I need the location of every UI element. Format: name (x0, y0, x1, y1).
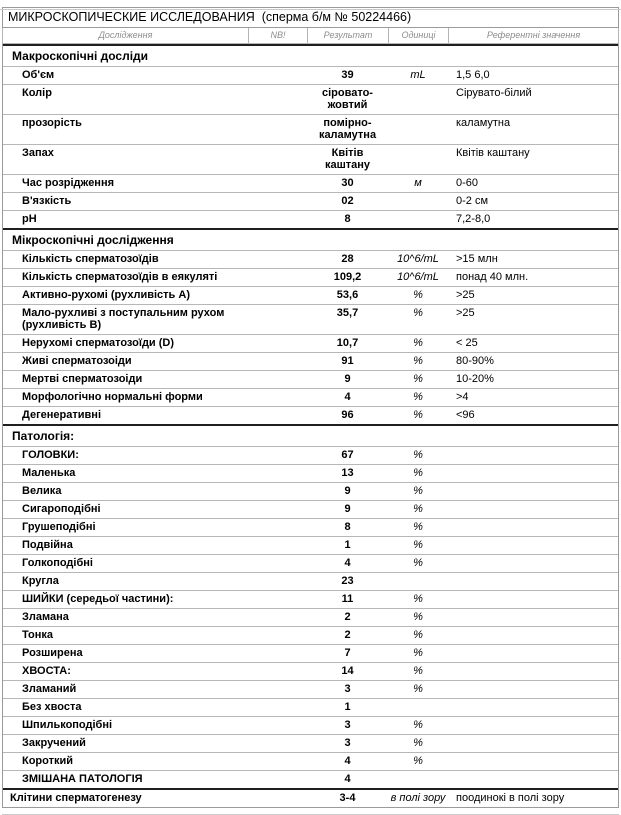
nb-cell (248, 719, 307, 731)
unit-cell (388, 773, 448, 785)
table-row (3, 250, 618, 268)
unit-cell: % (413, 521, 423, 533)
nb-cell (248, 557, 307, 569)
result-cell: 4 (344, 557, 351, 569)
table-row (3, 554, 618, 572)
study-name-cell: Зламаний (22, 683, 77, 695)
unit-cell: % (413, 485, 423, 497)
table-row (3, 66, 618, 84)
reference-cell: 1,5 6,0 (456, 69, 490, 81)
unit-cell: % (413, 665, 423, 677)
unit-cell: в полі зору (390, 792, 446, 804)
section-header: Патологія: (3, 424, 618, 446)
nb-cell (248, 647, 307, 659)
table-row (3, 268, 618, 286)
study-name-cell: Зламана (22, 611, 69, 623)
lab-report (2, 7, 619, 808)
result-cell: 8 (344, 521, 351, 533)
nb-cell (248, 449, 307, 461)
reference-cell: < 25 (456, 337, 478, 349)
table-row (3, 788, 618, 807)
nb-cell (248, 213, 307, 225)
study-name-cell: Без хвоста (22, 701, 82, 713)
unit-cell (388, 147, 448, 171)
reference-cell (448, 737, 620, 749)
reference-cell (448, 611, 620, 623)
result-cell: 3-4 (339, 792, 356, 804)
study-name-cell: Клітини сперматогенезу (10, 792, 142, 804)
nb-cell (248, 773, 307, 785)
study-name-cell: Кількість сперматозоїдів в еякуляті (22, 271, 218, 283)
unit-cell: % (413, 557, 423, 569)
result-cell: 4 (344, 391, 351, 403)
unit-cell: % (413, 289, 423, 301)
unit-cell: % (413, 593, 423, 605)
nb-cell (248, 575, 307, 587)
reference-cell (448, 575, 620, 587)
result-cell: 9 (344, 485, 351, 497)
unit-cell: % (413, 611, 423, 623)
reference-cell (448, 629, 620, 641)
unit-cell: % (413, 539, 423, 551)
reference-cell (448, 755, 620, 767)
reference-cell: 0-60 (456, 177, 479, 189)
table-row (3, 446, 618, 464)
column-header-reference: Референтні значення (448, 28, 619, 44)
unit-cell: % (413, 307, 423, 319)
unit-cell: 10^6/mL (397, 271, 439, 283)
unit-cell (388, 87, 448, 111)
table-row (3, 590, 618, 608)
table-row (3, 210, 618, 228)
unit-cell: mL (410, 69, 426, 81)
nb-cell (248, 307, 307, 331)
result-cell: 53,6 (336, 289, 359, 301)
column-header-result: Результат (307, 28, 389, 44)
result-cell: 3 (344, 683, 351, 695)
nb-cell (248, 485, 307, 497)
nb-cell (248, 177, 307, 189)
table-row (3, 644, 618, 662)
study-name-cell: Кругла (22, 575, 59, 587)
reference-cell (448, 521, 620, 533)
table-row (3, 84, 618, 114)
study-name-cell: Час розрідження (22, 177, 115, 189)
study-name-cell: Велика (22, 485, 62, 497)
reference-cell (448, 701, 620, 713)
table-row (3, 770, 618, 788)
reference-cell (448, 467, 620, 479)
study-name-cell: pH (22, 213, 37, 225)
table-row (3, 334, 618, 352)
study-name-cell: Нерухомі сперматозоїди (D) (22, 337, 175, 349)
result-cell: 1 (344, 539, 351, 551)
section-header: Мікроскопічні дослідження (3, 228, 618, 250)
reference-cell (448, 449, 620, 461)
table-row (3, 626, 618, 644)
table-row (3, 518, 618, 536)
study-name-cell: Мертві сперматозоіди (22, 373, 143, 385)
table-row (3, 608, 618, 626)
study-name-cell: Шпилькоподібні (22, 719, 113, 731)
nb-cell (248, 253, 307, 265)
result-cell: 11 (341, 593, 354, 605)
study-name-cell: Голкоподібні (22, 557, 93, 569)
study-name-cell: Закручений (22, 737, 86, 749)
table-row (3, 406, 618, 424)
result-cell: 4 (344, 773, 351, 785)
unit-cell: % (413, 719, 423, 731)
study-name-cell: Короткий (22, 755, 74, 767)
nb-cell (248, 683, 307, 695)
result-cell: 109,2 (333, 271, 362, 283)
study-name-cell: Сигароподібні (22, 503, 101, 515)
reference-cell (448, 539, 620, 551)
table-row (3, 370, 618, 388)
study-name-cell: Грушеподібні (22, 521, 96, 533)
reference-cell (448, 647, 620, 659)
section-header: Макроскопічні досліди (3, 44, 618, 66)
unit-cell: % (413, 373, 423, 385)
nb-cell (248, 503, 307, 515)
nb-cell (248, 755, 307, 767)
table-row (3, 482, 618, 500)
study-name-cell: Дегенеративні (22, 409, 101, 421)
nb-cell (248, 355, 307, 367)
result-cell: 67 (341, 449, 354, 461)
study-name-cell: Тонка (22, 629, 54, 641)
result-cell: 9 (344, 503, 351, 515)
unit-cell: % (413, 337, 423, 349)
result-cell: 9 (344, 373, 351, 385)
result-cell: 35,7 (336, 307, 359, 319)
reference-cell: Квітів каштану (456, 147, 530, 159)
study-name-cell: Об'єм (22, 69, 55, 81)
result-cell: Квітів каштану (324, 147, 371, 171)
nb-cell (248, 611, 307, 623)
table-row (3, 304, 618, 334)
nb-cell (248, 665, 307, 677)
result-cell: 28 (341, 253, 354, 265)
nb-cell (248, 373, 307, 385)
result-cell: 10,7 (336, 337, 359, 349)
report-title: МИКРОСКОПИЧЕСКИЕ ИССЛЕДОВАНИЯ (сперма б/м № 50224466) (2, 7, 619, 28)
reference-cell: поодинокі в полі зору (456, 792, 565, 804)
result-cell: 13 (341, 467, 354, 479)
study-name-cell: Маленька (22, 467, 76, 479)
result-cell: 2 (344, 629, 351, 641)
page-top-divider (0, 9, 621, 10)
result-cell: помірно-каламутна (318, 117, 377, 141)
reference-cell: >25 (456, 289, 475, 301)
reference-cell (448, 485, 620, 497)
unit-cell: % (413, 467, 423, 479)
result-cell: 2 (344, 611, 351, 623)
results-table-body (2, 44, 619, 808)
reference-cell: >25 (456, 307, 475, 319)
result-cell: 3 (344, 719, 351, 731)
study-name-cell: В'язкість (22, 195, 72, 207)
unit-cell (388, 213, 448, 225)
study-name-cell: Мало-рухливі з поступальним рухом (рухливість B) (22, 307, 225, 331)
nb-cell (248, 271, 307, 283)
table-row (3, 286, 618, 304)
unit-cell: % (413, 755, 423, 767)
nb-cell (248, 87, 307, 111)
study-name-cell: Розширена (22, 647, 83, 659)
table-row (3, 680, 618, 698)
column-header-units: Одиниці (388, 28, 449, 44)
nb-cell (248, 337, 307, 349)
nb-cell (248, 521, 307, 533)
unit-cell: % (413, 449, 423, 461)
table-row (3, 144, 618, 174)
unit-cell: м (414, 177, 422, 189)
nb-cell (248, 195, 307, 207)
unit-cell: % (413, 503, 423, 515)
result-cell: 7 (344, 647, 351, 659)
reference-cell: >4 (456, 391, 469, 403)
unit-cell (388, 195, 448, 207)
reference-cell (448, 665, 620, 677)
unit-cell: % (413, 629, 423, 641)
result-cell: 96 (341, 409, 354, 421)
study-name-cell: Подвійна (22, 539, 73, 551)
table-row (3, 716, 618, 734)
table-row (3, 734, 618, 752)
result-cell: 14 (341, 665, 354, 677)
result-cell: 23 (341, 575, 354, 587)
table-row (3, 500, 618, 518)
table-row (3, 572, 618, 590)
unit-cell: % (413, 737, 423, 749)
unit-cell (388, 117, 448, 141)
table-row (3, 752, 618, 770)
nb-cell (248, 737, 307, 749)
study-name-cell: Живі сперматозоіди (22, 355, 132, 367)
unit-cell: % (413, 391, 423, 403)
study-name-cell: прозорість (22, 117, 82, 129)
nb-cell (248, 147, 307, 171)
reference-cell: Сірувато-білий (456, 87, 532, 99)
result-cell: 39 (341, 69, 354, 81)
reference-cell: >15 млн (456, 253, 498, 265)
study-name-cell: ШИЙКИ (середьої частини): (22, 593, 174, 605)
nb-cell (248, 593, 307, 605)
table-row (3, 192, 618, 210)
unit-cell: % (413, 409, 423, 421)
result-cell: 4 (344, 755, 351, 767)
nb-cell (248, 289, 307, 301)
nb-cell (248, 701, 307, 713)
unit-cell: % (413, 647, 423, 659)
result-cell: 30 (341, 177, 354, 189)
nb-cell (248, 117, 307, 141)
result-cell: 8 (344, 213, 351, 225)
reference-cell: 80-90% (456, 355, 494, 367)
unit-cell (388, 701, 448, 713)
table-row (3, 464, 618, 482)
result-cell: 3 (344, 737, 351, 749)
nb-cell (248, 391, 307, 403)
table-column-header (2, 28, 619, 44)
study-name-cell: ЗМІШАНА ПАТОЛОГІЯ (22, 773, 143, 785)
study-name-cell: ГОЛОВКИ: (22, 449, 79, 461)
study-name-cell: Активно-рухомі (рухливість A) (22, 289, 190, 301)
table-row (3, 114, 618, 144)
reference-cell: 7,2-8,0 (456, 213, 491, 225)
reference-cell: 0-2 см (456, 195, 489, 207)
study-name-cell: Колір (22, 87, 52, 99)
study-name-cell: Кількість сперматозоїдів (22, 253, 159, 265)
reference-cell: каламутна (456, 117, 511, 129)
table-row (3, 536, 618, 554)
reference-cell (448, 557, 620, 569)
study-name-cell: ХВОСТА: (22, 665, 71, 677)
reference-cell: понад 40 млн. (456, 271, 529, 283)
table-row (3, 388, 618, 406)
study-name-cell: Запах (22, 147, 54, 159)
nb-cell (248, 539, 307, 551)
nb-cell (248, 409, 307, 421)
column-header-study: Дослідження (2, 28, 249, 44)
reference-cell (448, 773, 620, 785)
study-name-cell: Морфологічно нормальні форми (22, 391, 203, 403)
unit-cell: % (413, 683, 423, 695)
nb-cell (248, 792, 307, 804)
unit-cell: % (413, 355, 423, 367)
table-row (3, 174, 618, 192)
unit-cell (388, 575, 448, 587)
result-cell: 02 (341, 195, 354, 207)
result-cell: 1 (344, 701, 351, 713)
result-cell: сіровато-жовтий (322, 87, 373, 111)
table-row (3, 662, 618, 680)
reference-cell (448, 683, 620, 695)
nb-cell (248, 629, 307, 641)
nb-cell (248, 467, 307, 479)
unit-cell: 10^6/mL (397, 253, 439, 265)
reference-cell (448, 719, 620, 731)
column-header-nb: NB! (248, 28, 308, 44)
reference-cell: <96 (456, 409, 475, 421)
result-cell: 91 (341, 355, 354, 367)
reference-cell (448, 593, 620, 605)
reference-cell: 10-20% (456, 373, 494, 385)
table-row (3, 698, 618, 716)
nb-cell (248, 69, 307, 81)
table-row (3, 352, 618, 370)
reference-cell (448, 503, 620, 515)
